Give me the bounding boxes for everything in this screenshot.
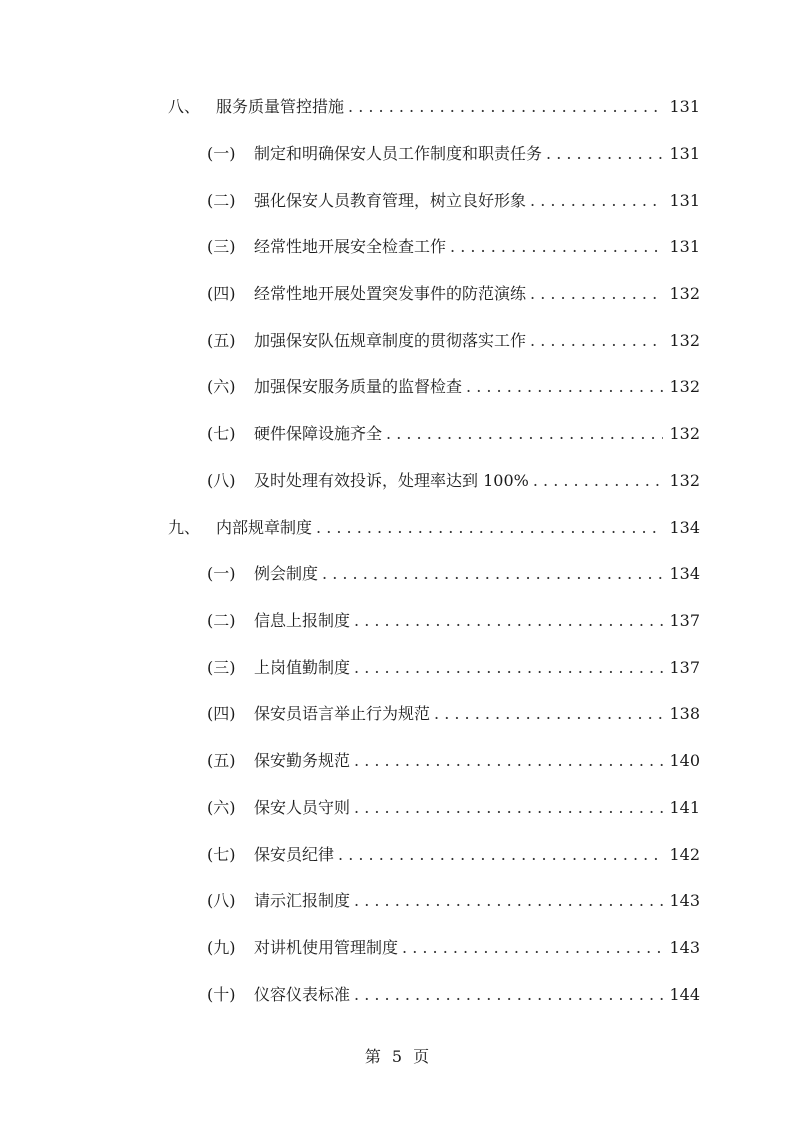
toc-page-number: 132: [669, 284, 700, 303]
page-footer: 第 5 页: [364, 1047, 430, 1066]
dot-leader: [322, 564, 663, 584]
toc-title: 上岗值勤制度: [254, 658, 351, 677]
toc-title: 经常性地开展安全检查工作: [254, 237, 447, 256]
dot-leader: [354, 985, 663, 1005]
toc-page-number: 137: [669, 611, 700, 630]
toc-number: (五): [207, 331, 236, 350]
toc-title: 服务质量管控措施: [216, 97, 345, 116]
toc-number: (八): [207, 891, 236, 910]
toc-number: (五): [207, 751, 236, 770]
toc-entry[interactable]: [207, 377, 700, 397]
dot-leader: [354, 891, 663, 911]
toc-entry[interactable]: [207, 471, 700, 491]
toc-entry[interactable]: [207, 798, 700, 818]
toc-number: (三): [207, 237, 236, 256]
toc-entry[interactable]: [207, 845, 700, 865]
toc-page-number: 132: [669, 377, 700, 396]
toc-entry[interactable]: [207, 985, 700, 1005]
toc-title: 保安人员守则: [254, 798, 351, 817]
toc-title: 例会制度: [254, 564, 319, 583]
toc-entry[interactable]: [207, 704, 700, 724]
toc-title: 保安员语言举止行为规范: [254, 704, 431, 723]
toc-page-number: 141: [669, 798, 700, 817]
toc-entry[interactable]: [207, 938, 700, 958]
dot-leader: [530, 331, 663, 351]
dot-leader: [354, 798, 663, 818]
toc-number: (九): [207, 938, 236, 957]
dot-leader: [546, 144, 663, 164]
toc-number: 九、: [168, 518, 201, 537]
toc-number: 八、: [168, 97, 201, 116]
toc-page-number: 134: [669, 518, 700, 537]
toc-title: 及时处理有效投诉，处理率达到 100%: [254, 471, 529, 490]
toc-page-number: 131: [669, 191, 700, 210]
toc-title: 经常性地开展处置突发事件的防范演练: [254, 284, 527, 303]
toc-title: 请示汇报制度: [254, 891, 351, 910]
toc-entry[interactable]: [207, 191, 700, 211]
toc-entry[interactable]: [207, 424, 700, 444]
toc-entry[interactable]: [207, 611, 700, 631]
dot-leader: [354, 658, 663, 678]
toc-entry[interactable]: [207, 284, 700, 304]
dot-leader: [348, 97, 663, 117]
toc-number: (七): [207, 424, 236, 443]
toc-page-number: 132: [669, 424, 700, 443]
toc-page-number: 144: [669, 985, 700, 1004]
toc-number: (七): [207, 845, 236, 864]
toc-page-number: 131: [669, 237, 700, 256]
toc-number: (四): [207, 704, 236, 723]
toc-title: 加强保安队伍规章制度的贯彻落实工作: [254, 331, 527, 350]
toc-number: (三): [207, 658, 236, 677]
toc-number: (八): [207, 471, 236, 490]
dot-leader: [466, 377, 663, 397]
toc-entry[interactable]: [207, 751, 700, 771]
toc-entry[interactable]: [168, 518, 700, 538]
toc-title: 加强保安服务质量的监督检查: [254, 377, 463, 396]
toc-title: 对讲机使用管理制度: [254, 938, 399, 957]
toc-title: 制定和明确保安人员工作制度和职责任务: [254, 144, 543, 163]
toc-number: (一): [207, 564, 236, 583]
dot-leader: [450, 237, 663, 257]
toc-entry[interactable]: [207, 331, 700, 351]
toc-title: 内部规章制度: [216, 518, 313, 537]
dot-leader: [386, 424, 663, 444]
dot-leader: [354, 611, 663, 631]
toc-page-number: 140: [669, 751, 700, 770]
toc-number: (四): [207, 284, 236, 303]
dot-leader: [530, 284, 663, 304]
toc-page-number: 143: [669, 891, 700, 910]
toc-page-number: 131: [669, 97, 700, 116]
toc-title: 强化保安人员教育管理，树立良好形象: [254, 191, 527, 210]
toc-title: 硬件保障设施齐全: [254, 424, 383, 443]
toc-number: (六): [207, 798, 236, 817]
toc-title: 仪容仪表标准: [254, 985, 351, 1004]
toc-entry[interactable]: [207, 237, 700, 257]
dot-leader: [338, 845, 663, 865]
toc-page-number: 143: [669, 938, 700, 957]
toc-number: (十): [207, 985, 236, 1004]
dot-leader: [434, 704, 663, 724]
dot-leader: [316, 518, 663, 538]
toc-title: 信息上报制度: [254, 611, 351, 630]
toc-page-number: 137: [669, 658, 700, 677]
toc-page-number: 132: [669, 331, 700, 350]
toc-number: (二): [207, 191, 236, 210]
toc-number: (六): [207, 377, 236, 396]
toc-page-number: 131: [669, 144, 700, 163]
toc-entry[interactable]: [168, 97, 700, 117]
toc-page-number: 142: [669, 845, 700, 864]
toc-entry[interactable]: [207, 891, 700, 911]
dot-leader: [530, 191, 663, 211]
toc-title: 保安员纪律: [254, 845, 335, 864]
toc-title: 保安勤务规范: [254, 751, 351, 770]
dot-leader: [354, 751, 663, 771]
toc-number: (一): [207, 144, 236, 163]
dot-leader: [402, 938, 663, 958]
toc-entry[interactable]: [207, 564, 700, 584]
toc-entry[interactable]: [207, 144, 700, 164]
toc-page-number: 134: [669, 564, 700, 583]
toc-page-number: 138: [669, 704, 700, 723]
toc-page-number: 132: [669, 471, 700, 490]
toc-number: (二): [207, 611, 236, 630]
dot-leader: [533, 471, 664, 491]
toc-entry[interactable]: [207, 658, 700, 678]
